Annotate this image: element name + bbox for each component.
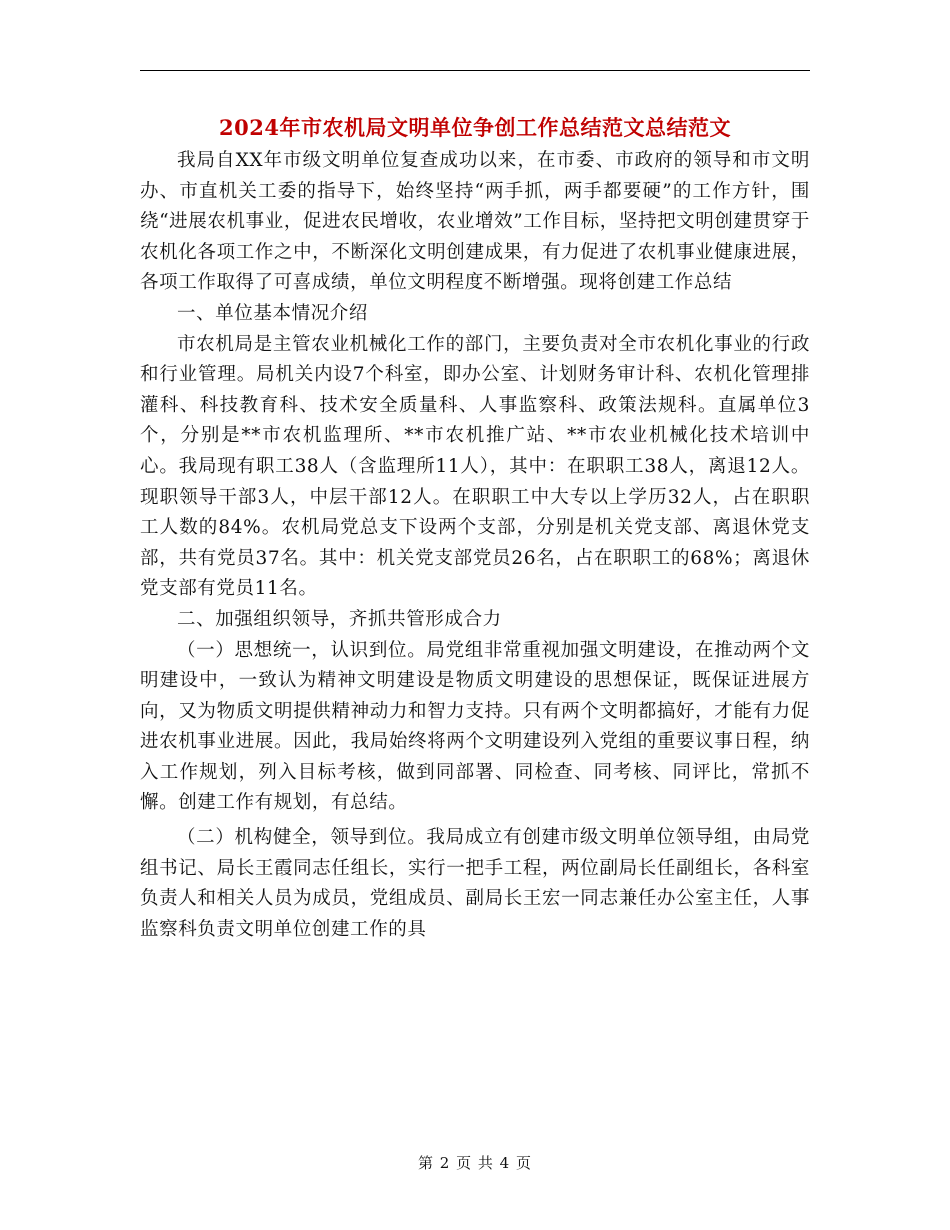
paragraph-basic-info: 市农机局是主管农业机械化工作的部门，主要负责对全市农机化事业的行政和行业管理。局机关内设7个科室，即办公室、计划财务审计科、农机化管理排灌科、科技教育科、技术安全质量科、人事监察科、政策法规科。直属单位3个，分别是**市农机监理所、**市农机推广站、**市农业机械化技术培训中心。我局现有职工38人（含监理所11人），其中：在职职工38人，离退12人。现职领导干部3人，中层干部12人。在职职工中大专以上学历32人，占在职职工人数的84%。农机局党总支下设两个支部，分别是机关党支部、离退休党支部，共有党员37名。其中：机关党支部党员26名，占在职职工的68%；离退休党支部有党员11名。 [140,333,810,600]
header-rule [140,70,810,71]
section-heading-1: 一、单位基本情况介绍 [177,302,369,324]
document-title: 2024年市农机局文明单位争创工作总结范文总结范文 [219,115,731,140]
document-body [140,146,810,945]
page-number-footer: 第 2 页 共 4 页 [418,1154,532,1172]
paragraph-subsection-1: （一）思想统一，认识到位。局党组非常重视加强文明建设，在推动两个文明建设中，一致认为精神文明建设是物质文明建设的思想保证，既保证进展方向，又为物质文明提供精神动力和智力支持。只有两个文明都搞好，才能有力促进农机事业进展。因此，我局始终将两个文明建设列入党组的重要议事日程，纳入工作规划，列入目标考核，做到同部署、同检查、同考核、同评比，常抓不懈。创建工作有规划，有总结。 [140,639,810,814]
paragraph-subsection-2: （二）机构健全，领导到位。我局成立有创建市级文明单位领导组，由局党组书记、局长王霞同志任组长，实行一把手工程，两位副局长任副组长，各科室负责人和相关人员为成员，党组成员、副局长王宏一同志兼任办公室主任，人事监察科负责文明单位创建工作的具 [140,827,810,940]
paragraph-intro: 我局自XX年市级文明单位复查成功以来，在市委、市政府的领导和市文明办、市直机关工委的指导下，始终坚持“两手抓，两手都要硬”的工作方针，围绕“进展农机事业，促进农民增收，农业增效”工作目标，坚持把文明创建贯穿于农机化各项工作之中，不断深化文明创建成果，有力促进了农机事业健康进展，各项工作取得了可喜成绩，单位文明程度不断增强。现将创建工作总结 [140,150,810,294]
section-heading-2: 二、加强组织领导，齐抓共管形成合力 [177,608,502,630]
